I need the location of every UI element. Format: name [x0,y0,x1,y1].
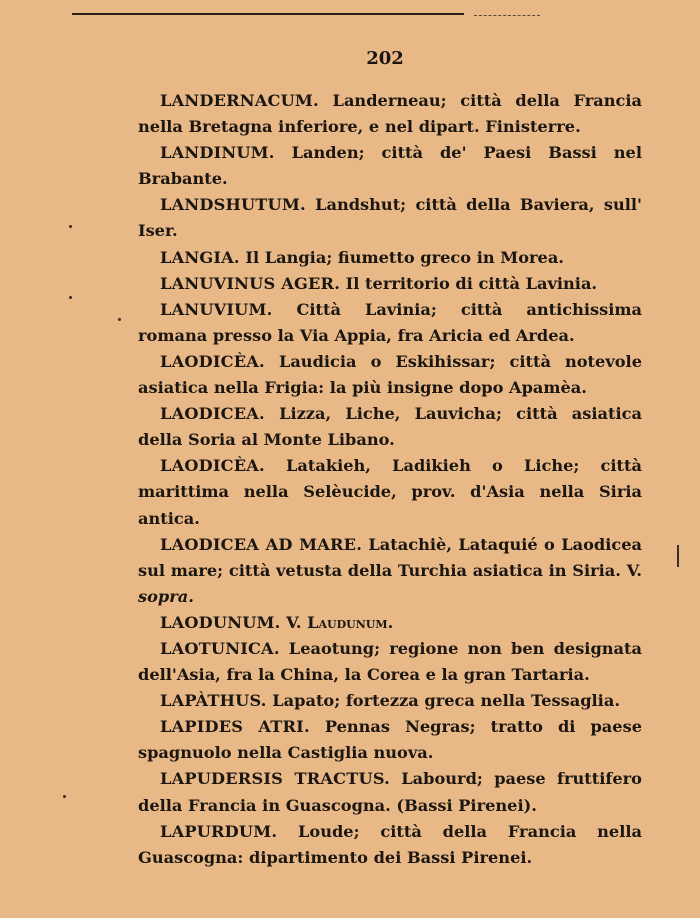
entry-definition: Landerneau; città della Francia nella Bretagna inferiore, e nel dipart. Finisterre. [138,91,642,137]
entry-headword: LANUVIUM. [160,299,273,319]
entry-definition: Landshut; città della Baviera, sull' Iser. [138,195,642,241]
entry-definition: Latakieh, Ladikieh o Liche; città marittima nella Selèucide, prov. d'Asia nella Siria antica. [138,456,642,528]
entry-definition: Il territorio di città Lavinia. [340,273,598,293]
top-rule-tail [474,15,540,17]
entry [138,271,642,297]
entry-headword: LAPUDERSIS TRACTUS. [160,769,390,789]
entry-definition: Pennas Negras; tratto di paese spagnuolo nella Castiglia nuova. [138,717,642,763]
entry [138,140,642,192]
entry-headword: LANDINUM. [160,143,275,163]
entry [138,192,642,244]
page-number: 202 [366,48,404,69]
entry-definition: Loude; città della Francia nella Guascogna: dipartimento dei Bassi Pirenei. [138,821,642,867]
margin-speck [69,296,72,299]
margin-speck [118,318,121,321]
entry [138,349,642,401]
entry-definition: Città Lavinia; città antichissima romana presso la Via Appia, fra Aricia ed Ardea. [138,299,642,345]
entry-headword: LANUVINUS AGER. [160,273,341,293]
entry [138,688,642,714]
entry [138,453,642,531]
entry [138,819,642,871]
entry-headword: LANGIA. [160,247,240,267]
entry-headword: LAPÀTHUS. [160,691,267,711]
entry-headword: LAODICEA. [160,404,265,424]
dictionary-entries [138,88,642,871]
entry [138,636,642,688]
entry [138,766,642,818]
entry-headword: LAODUNUM. [160,612,281,632]
entry [138,401,642,453]
entry-headword: LANDERNACUM. [160,91,319,110]
entry-definition: Latachiè, Lataquié o Laodicea sul mare; città vetusta della Turchia asiatica in Siria. [138,534,642,580]
entry-headword: LAODICÈA. [160,456,265,476]
entry [138,297,642,349]
margin-speck [69,225,72,228]
entry-cross-ref: V. [626,560,643,580]
entry-definition: Lapato; fortezza greca nella Tessaglia. [266,691,620,711]
entry [138,714,642,766]
entry-headword: LANDSHUTUM. [160,195,306,215]
entry-definition: Labourd; paese fruttifero della Francia in Guascogna. (Bassi Pirenei). [138,769,642,815]
entry [138,245,642,271]
entry-definition: Leaotung; regione non ben designata dell'Asia, fra la China, la Corea e la gran Tartaria. [138,638,642,685]
entry-headword: LAPURDUM. [160,821,278,841]
margin-speck [63,795,66,798]
entry [138,532,642,610]
entry-definition: Il Langia; fiumetto greco in Morea. [239,247,564,267]
entry [138,610,642,636]
margin-bar [677,545,679,567]
entry-definition: V. [280,612,302,632]
entry-headword: LAODICEA AD MARE. [160,534,363,554]
entry-definition: Laudicia o Eskihissar; città notevole asiatica nella Frigia: la più insigne dopo Apamèa. [138,351,642,398]
entry-definition: Lizza, Liche, Lauvicha; città asiatica della Soria al Monte Libano. [138,404,642,450]
entry-cross-ref-target: sopra. [138,586,194,606]
entry-definition: Landen; città de' Paesi Bassi nel Brabante. [138,143,642,189]
entry [138,88,642,140]
entry-headword: LAODICÈA. [160,351,265,371]
top-rule [72,13,464,15]
entry-headword: LAOTUNICA. [160,638,280,658]
entry-headword: LAPIDES ATRI. [160,717,310,737]
entry-cross-ref-target: Laudunum. [307,612,394,632]
